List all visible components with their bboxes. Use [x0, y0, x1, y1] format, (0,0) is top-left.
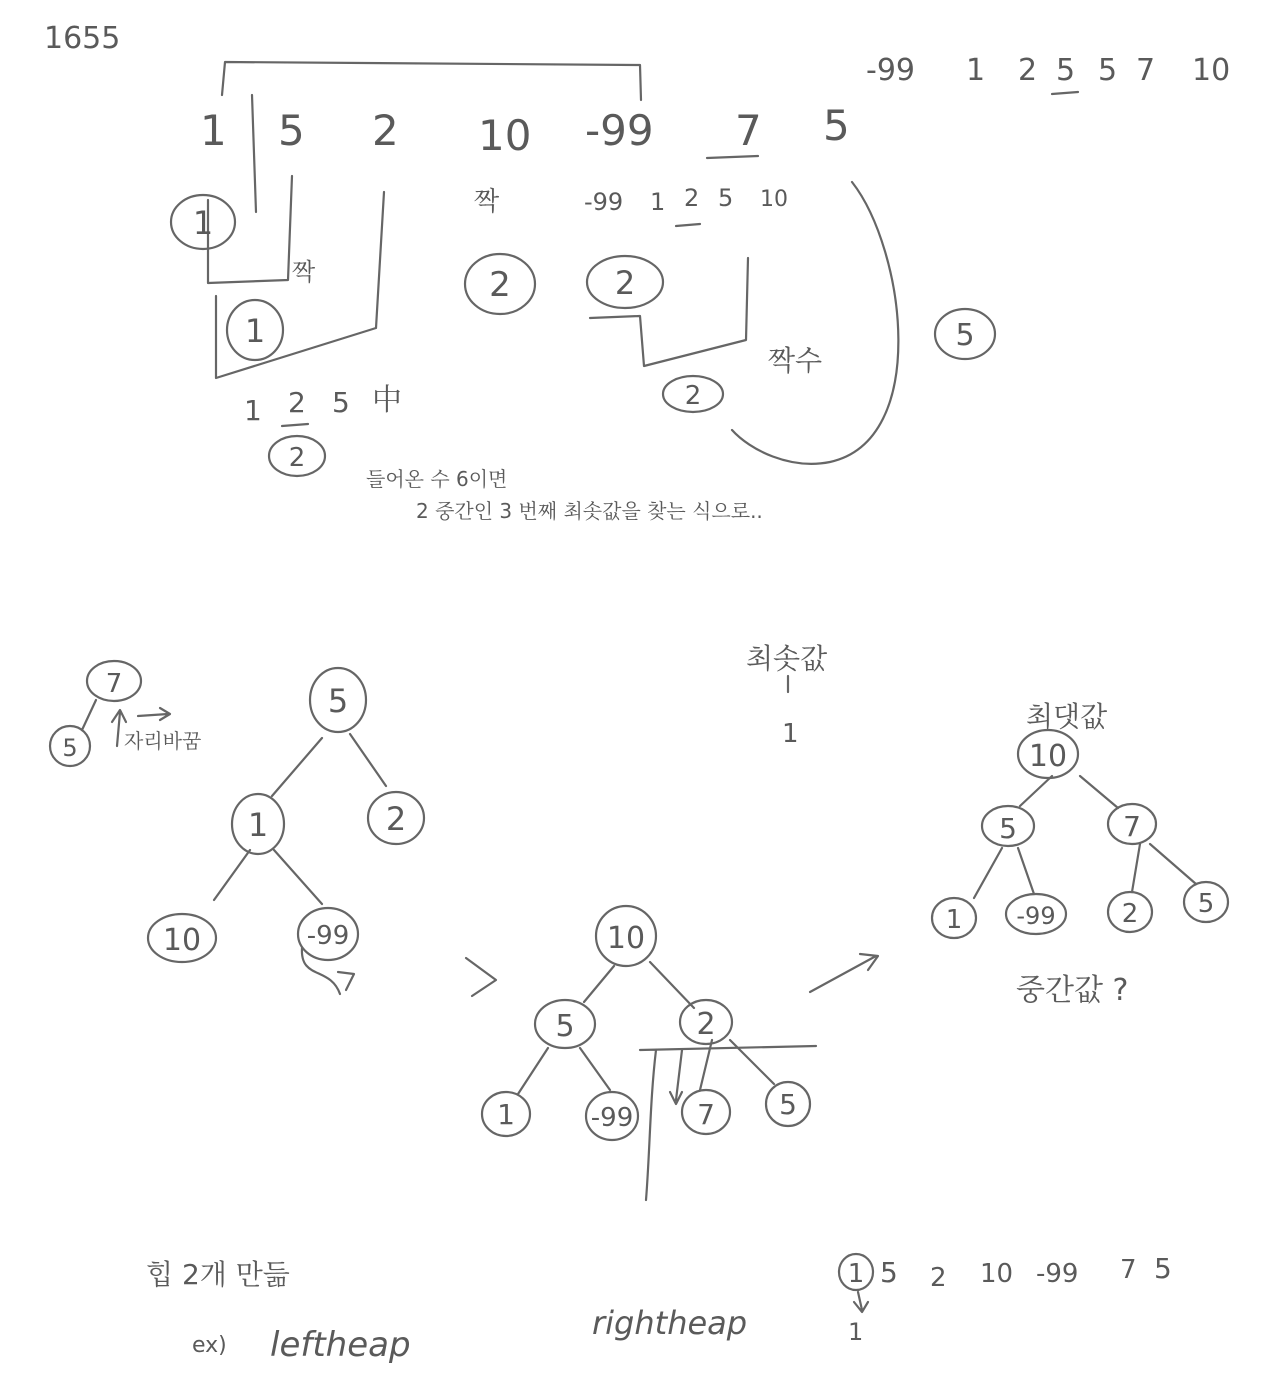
- label-even-1: 짝: [292, 258, 316, 286]
- tree-edges: [214, 734, 386, 904]
- node-value: 5: [999, 812, 1017, 845]
- bottom-seq-answer: 1: [848, 1318, 864, 1346]
- swap-label: 자리바꿈: [124, 729, 202, 753]
- edge: [82, 700, 96, 730]
- node-value: 7: [697, 1098, 715, 1131]
- sorted-item: 2: [1018, 53, 1038, 88]
- swap-arrow-down: [670, 1050, 682, 1104]
- node-value: 7: [105, 669, 123, 699]
- label-rightheap: rightheap: [592, 1304, 748, 1342]
- seq-item: 5: [823, 101, 850, 150]
- node-value: 2: [1121, 899, 1139, 929]
- node-value: 5: [779, 1088, 797, 1121]
- label-min: 최솟값: [746, 642, 828, 675]
- bottom-seq-item: 7: [1120, 1255, 1137, 1285]
- bottom-seq-item: 5: [880, 1256, 898, 1289]
- label-leftheap: leftheap: [270, 1325, 411, 1365]
- swap-demo: [50, 661, 201, 766]
- node-value: 1: [945, 905, 963, 935]
- bottom-seq-item: 5: [1154, 1252, 1172, 1285]
- node-value: 7: [1123, 810, 1141, 843]
- answer-value: 1: [192, 204, 214, 242]
- label-max: 최댓값: [1026, 700, 1108, 733]
- note-line-1: 들어온 수 6이면: [366, 467, 508, 491]
- sorted-item: 1: [966, 53, 986, 88]
- node-value: 1: [497, 1098, 515, 1131]
- seq-item: 10: [478, 111, 532, 160]
- step5-bracket: [590, 258, 748, 366]
- label-min-value: 1: [782, 719, 799, 749]
- note-line-2: 2 중간인 3 번째 최솟값을 찾는 식으로..: [416, 499, 763, 523]
- step7-curve: [732, 182, 898, 464]
- bottom-sequence: [839, 1252, 1172, 1346]
- node-value: 2: [385, 800, 407, 838]
- tree-1: [148, 668, 424, 994]
- answer-value: 1: [244, 312, 266, 350]
- underline-median: [1052, 92, 1078, 94]
- underline-2: [282, 424, 308, 426]
- seq-item: 7: [735, 106, 762, 155]
- bottom-seq-item: 1: [847, 1259, 865, 1289]
- swap-arrow-right: [138, 708, 170, 720]
- bottom-seq-item: 10: [980, 1259, 1014, 1289]
- partial-item: 中: [372, 383, 402, 418]
- node-value: 5: [62, 734, 78, 762]
- seq-item: 5: [278, 106, 305, 155]
- node-value: -99: [590, 1103, 634, 1133]
- bottom-seq-item: -99: [1036, 1259, 1079, 1289]
- answer-value: 5: [955, 318, 975, 353]
- node-value: 10: [1028, 739, 1068, 774]
- tree-3: [932, 700, 1228, 1008]
- answer-value: 2: [489, 265, 511, 305]
- partial-sorted: [244, 383, 402, 427]
- top-bracket: [222, 62, 641, 100]
- step2-bracket: [208, 176, 292, 283]
- sorted-item: 5: [1056, 53, 1076, 88]
- node-value: 5: [555, 1009, 575, 1044]
- arrow-small: [676, 224, 700, 226]
- sorted-item: 5: [1098, 53, 1118, 88]
- label-even-number: 짝수: [768, 344, 823, 377]
- mid-item: 2: [684, 184, 700, 212]
- mid-item: 5: [718, 184, 734, 212]
- partial-item: 2: [288, 386, 306, 419]
- label-median: 중간값 ?: [1016, 973, 1129, 1008]
- down-arrow: [854, 1292, 868, 1312]
- answer-value: 2: [614, 264, 636, 302]
- mid-sorted: [584, 184, 788, 216]
- node-value: 10: [162, 923, 202, 958]
- mid-item: 1: [650, 188, 666, 216]
- bottom-seq-item: 2: [930, 1263, 947, 1293]
- step1-line: [252, 95, 256, 212]
- seq-item: 1: [200, 106, 227, 155]
- arrow-right-1: [466, 958, 496, 996]
- partial-item: 1: [244, 394, 262, 427]
- main-sequence: [200, 101, 850, 160]
- label-make-heaps: 힙 2개 만듦: [146, 1258, 290, 1291]
- label-ex: ex): [192, 1333, 227, 1358]
- answer-value: 2: [288, 443, 306, 473]
- node-value: 5: [327, 682, 349, 720]
- partial-item: 5: [332, 386, 350, 419]
- node-value: 10: [606, 921, 646, 956]
- underline-7: [707, 156, 758, 158]
- node-value: -99: [306, 921, 350, 951]
- tree-2: [482, 906, 816, 1200]
- seq-item: 2: [372, 106, 399, 155]
- sorted-item: 10: [1192, 53, 1231, 88]
- sorted-item: 7: [1136, 53, 1156, 88]
- node-value: 1: [247, 806, 269, 844]
- arrow-right-2: [810, 954, 878, 992]
- mid-item: -99: [584, 188, 624, 216]
- seq-item: -99: [585, 106, 654, 155]
- node-value: 5: [1197, 889, 1215, 919]
- sorted-item: -99: [866, 53, 915, 88]
- node-value: -99: [1016, 902, 1056, 930]
- step-answers: [171, 195, 995, 476]
- mid-item: 10: [760, 187, 788, 212]
- answer-value: 2: [684, 381, 702, 411]
- label-even-2: 짝: [474, 187, 500, 217]
- sorted-sequence: [866, 53, 1230, 88]
- problem-id: 1655: [44, 21, 121, 56]
- node-value: 2: [696, 1007, 716, 1042]
